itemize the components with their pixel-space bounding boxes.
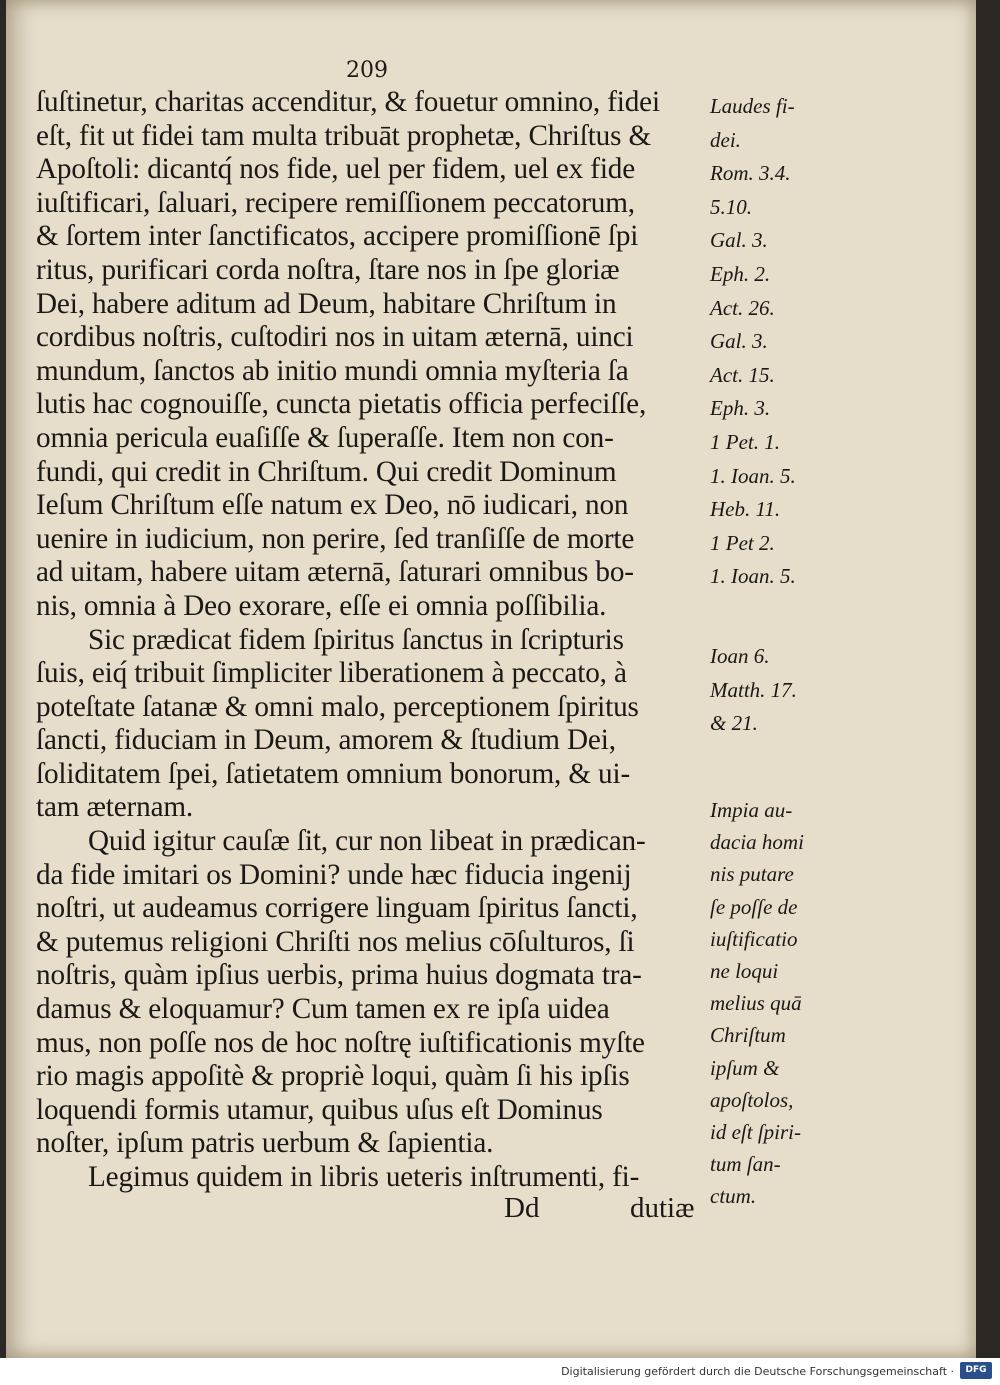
- margin-note-line: apoſtolos,: [710, 1087, 794, 1112]
- text-line: & putemus religioni Chriſti nos melius cōſulturos, ſi: [36, 925, 635, 958]
- text-line: omnia pericula euaſiſſe & ſuperaſſe. Item non con‐: [36, 421, 614, 454]
- text-line: iuſtificari, ſaluari, recipere remiſſionem peccatorum,: [36, 186, 635, 219]
- dfg-logo: DFG: [960, 1362, 992, 1379]
- margin-note-line: Chriſtum: [710, 1023, 786, 1048]
- text-line: da fide imitari os Domini? unde hæc fiducia ingenij: [36, 858, 632, 891]
- funding-credit: Digitalisierung gefördert durch die Deutsche Forschungsgemeinschaft ·: [561, 1365, 954, 1378]
- text-line: poteſtate ſatanæ & omni malo, perceptionem ſpiritus: [36, 690, 639, 723]
- text-line: noſtri, ut audeamus corrigere linguam ſpiritus ſancti,: [36, 892, 638, 925]
- margin-note-line: Eph. 3.: [710, 396, 771, 421]
- margin-note-line: 1 Pet. 1.: [710, 429, 780, 454]
- text-line: lutis hac cognouiſſe, cuncta pietatis officia perfeciſſe,: [36, 388, 647, 421]
- text-line: ſancti, fiduciam in Deum, amorem & ſtudium Dei,: [36, 724, 616, 757]
- margin-note-line: 1. Ioan. 5.: [710, 564, 796, 589]
- margin-note-line: 5.10.: [710, 194, 752, 219]
- margin-note-line: & 21.: [710, 711, 758, 736]
- text-line: tam æternam.: [36, 791, 194, 824]
- margin-note-line: ctum.: [710, 1184, 757, 1209]
- margin-note-line: nis putare: [710, 862, 794, 887]
- margin-note-line: Gal. 3.: [710, 228, 768, 253]
- margin-note-line: Act. 26.: [710, 295, 775, 320]
- signature-mark: Dd: [504, 1192, 540, 1224]
- text-line: cordibus noſtris, cuſtodiri nos in uitam æternā, uinci: [36, 321, 634, 354]
- margin-note-line: Act. 15.: [710, 362, 775, 387]
- text-line: ſuſtinetur, charitas accenditur, & fouetur omnino, fidei: [36, 86, 660, 118]
- margin-note-line: melius quā: [710, 991, 802, 1016]
- margin-note-line: Impia au‐: [710, 798, 793, 822]
- text-line: ritus, purificari corda noſtra, ſtare nos in ſpe gloriæ: [36, 253, 620, 286]
- margin-note-line: Matth. 17.: [710, 677, 797, 702]
- text-line: eſt, fit ut fidei tam multa tribuāt prophetæ, Chriſtus &: [36, 119, 652, 152]
- text-line: ſuis, eiq́ tribuit ſimpliciter liberationem à peccato, à: [36, 657, 627, 690]
- text-line: Ieſum Chriſtum eſſe natum ex Deo, nō iudicari, non: [36, 489, 629, 522]
- page-number: 209: [346, 58, 388, 83]
- text-line: ſoliditatem ſpei, ſatietatem omnium bonorum, & ui‐: [36, 757, 631, 790]
- margin-note-line: ipſum &: [710, 1055, 780, 1080]
- text-line: fundi, qui credit in Chriſtum. Qui credit Dominum: [36, 455, 617, 488]
- margin-note-line: Ioan 6.: [710, 644, 770, 668]
- text-line: uenire in iudicium, non perire, ſed tranſiſſe de morte: [36, 522, 635, 555]
- text-line: damus & eloquamur? Cum tamen ex re ipſa uidea: [36, 993, 610, 1026]
- margin-note-line: dacia homi: [710, 830, 804, 855]
- text-line: noſtris, quàm ipſius uerbis, prima huius dogmata tra‐: [36, 959, 642, 992]
- margin-note-line: Eph. 2.: [710, 261, 771, 286]
- margin-note-line: ſe poſſe de: [710, 894, 798, 919]
- margin-note-line: 1. Ioan. 5.: [710, 463, 796, 488]
- margin-note-line: iuſtificatio: [710, 926, 798, 951]
- footer-bar: [0, 1358, 1000, 1385]
- text-line: Quid igitur cauſæ ſit, cur non libeat in prædican‐: [88, 825, 646, 858]
- text-line: ad uitam, habere uitam æternā, ſaturari omnibus bo‐: [36, 556, 634, 589]
- catchword: dutiæ: [630, 1192, 695, 1224]
- text-line: mus, non poſſe nos de hoc noſtrę iuſtificationis myſte: [36, 1026, 645, 1059]
- text-line: noſter, ipſum patris uerbum & ſapientia.: [36, 1127, 494, 1160]
- margin-note-line: Laudes fi‐: [710, 94, 795, 118]
- text-line: Sic prædicat fidem ſpiritus ſanctus in ſcripturis: [88, 623, 624, 656]
- text-line: & ſortem inter ſanctificatos, accipere promiſſionē ſpi: [36, 220, 639, 253]
- margin-note-line: id eſt ſpiri‐: [710, 1120, 801, 1145]
- text-line: Legimus quidem in libris ueteris inſtrumenti, fi‐: [88, 1161, 640, 1193]
- text-line: nis, omnia à Deo exorare, eſſe ei omnia poſſibilia.: [36, 589, 607, 622]
- margin-note-line: dei.: [710, 127, 741, 152]
- margin-note-line: ne loqui: [710, 959, 779, 984]
- margin-note-line: Gal. 3.: [710, 329, 768, 354]
- margin-note-line: Rom. 3.4.: [710, 161, 791, 186]
- text-line: mundum, ſanctos ab initio mundi omnia myſteria ſa: [36, 354, 629, 387]
- margin-note-line: Heb. 11.: [710, 497, 781, 522]
- text-line: rio magis appoſitè & propriè loqui, quàm ſi his ipſis: [36, 1060, 630, 1093]
- book-page: [6, 0, 976, 1358]
- text-line: Dei, habere aditum ad Deum, habitare Chriſtum in: [36, 287, 617, 320]
- text-line: Apoſtoli: dicantq́ nos fide, uel per fidem, uel ex fide: [36, 153, 636, 186]
- margin-notes-references: [710, 90, 830, 594]
- margin-notes-gloss: [710, 794, 830, 1213]
- main-text-block: [36, 86, 706, 1195]
- margin-note-line: 1 Pet 2.: [710, 530, 775, 555]
- text-line: loquendi formis utamur, quibus uſus eſt Dominus: [36, 1093, 603, 1126]
- margin-notes-gospels: [710, 640, 830, 741]
- margin-note-line: tum ſan‐: [710, 1152, 781, 1177]
